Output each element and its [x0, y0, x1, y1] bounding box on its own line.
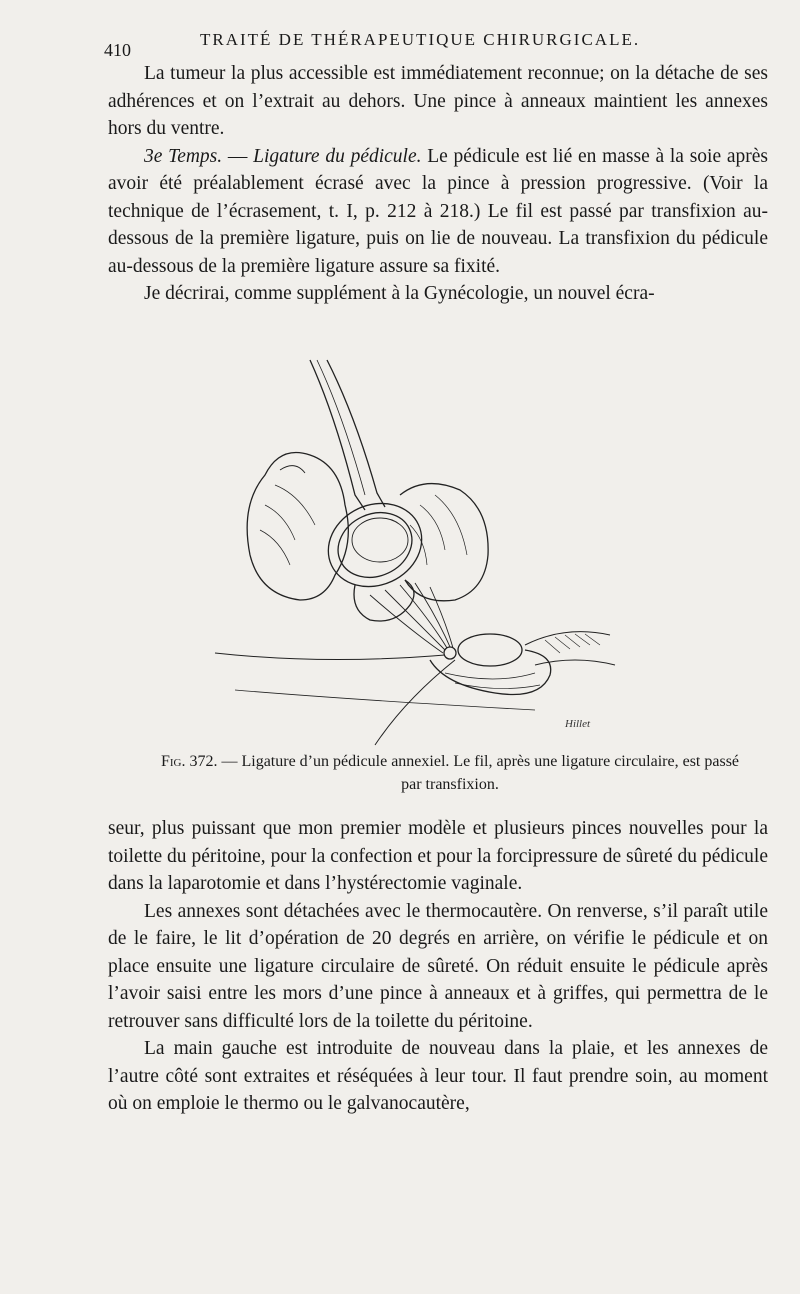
forceps-ring [315, 488, 436, 601]
temps-text: Le pédicule est lié en masse à la soie après avoir été préalablement écrasé avec la pince à pression progressive. (Voir la technique de l’écrasement, t. I, p. 212 à 218.) Le fil est passé par transfixion au-dessous de la première ligature, puis on lie de nouveau. La transfixion du pédicule au-dessous de la première ligature assure sa fixité. [108, 145, 768, 277]
forceps-handle-right [327, 360, 385, 507]
paragraph-ecraseur-intro: Je décrirai, comme supplément à la Gynécologie, un nouvel écra- [144, 283, 655, 304]
paragraph-temps [108, 143, 768, 281]
text-block-bottom [108, 815, 768, 1118]
caption-label: Fig. 372. [160, 753, 218, 770]
thread-left [215, 653, 445, 660]
paragraph-main-gauche: La main gauche est introduite de nouveau dans la plaie, et les annexes de l’autre côté sont extraites et réséquées à leur tour. Il faut prendre soin, au moment où on emploie le thermo ou le galvanocautère, [108, 1038, 768, 1114]
thread-down [375, 660, 455, 745]
figure-illustration [205, 355, 625, 750]
temps-label: 3e Temps. [144, 145, 223, 167]
paragraph-annexes: Les annexes sont détachées avec le thermocautère. On renverse, s’il paraît utile de le faire, le lit d’opération de 20 degrés en arrière, on vérifie le pédicule et on place ensuite une ligature circulaire de sûreté. On réduit ensuite le pédicule après l’avoir saisi entre les mors d’une pince à anneaux et à griffes, qui permettra de le retrouver sans difficulté lors de la toilette du péritoine. [108, 900, 768, 1032]
left-tumour [247, 453, 348, 601]
page-number: 410 [104, 40, 131, 60]
caption-text: — Ligature d’un pédicule annexiel. Le fil, après une ligature circulaire, est passé par transfixion. [217, 753, 740, 793]
pedicle-ligature-illustration [205, 355, 625, 750]
ligature-knot [444, 647, 456, 659]
right-tumour [400, 484, 488, 601]
engraver-signature: Hillet [565, 718, 591, 730]
ligature-loop [458, 634, 522, 666]
text-block-top [108, 60, 768, 308]
paragraph-ecraseur: seur, plus puissant que mon premier modèle et plusieurs pinces nouvelles pour la toilette du péritoine, pour la confection et pour la forcipressure de sûreté du pédicule dans la laparotomie et dans l’hystérectomie vaginale. [108, 818, 768, 894]
paragraph-tumeur: La tumeur la plus accessible est immédiatement reconnue; on la détache de ses adhérences et on l’extrait au dehors. Une pince à anneaux maintient les annexes hors du ventre. [108, 63, 768, 139]
figure-caption [150, 750, 750, 796]
temps-title: Ligature du pédicule. [253, 145, 422, 167]
temps-dash: — [222, 145, 254, 167]
running-head: TRAITÉ DE THÉRAPEUTIQUE CHIRURGICALE. [200, 30, 641, 49]
